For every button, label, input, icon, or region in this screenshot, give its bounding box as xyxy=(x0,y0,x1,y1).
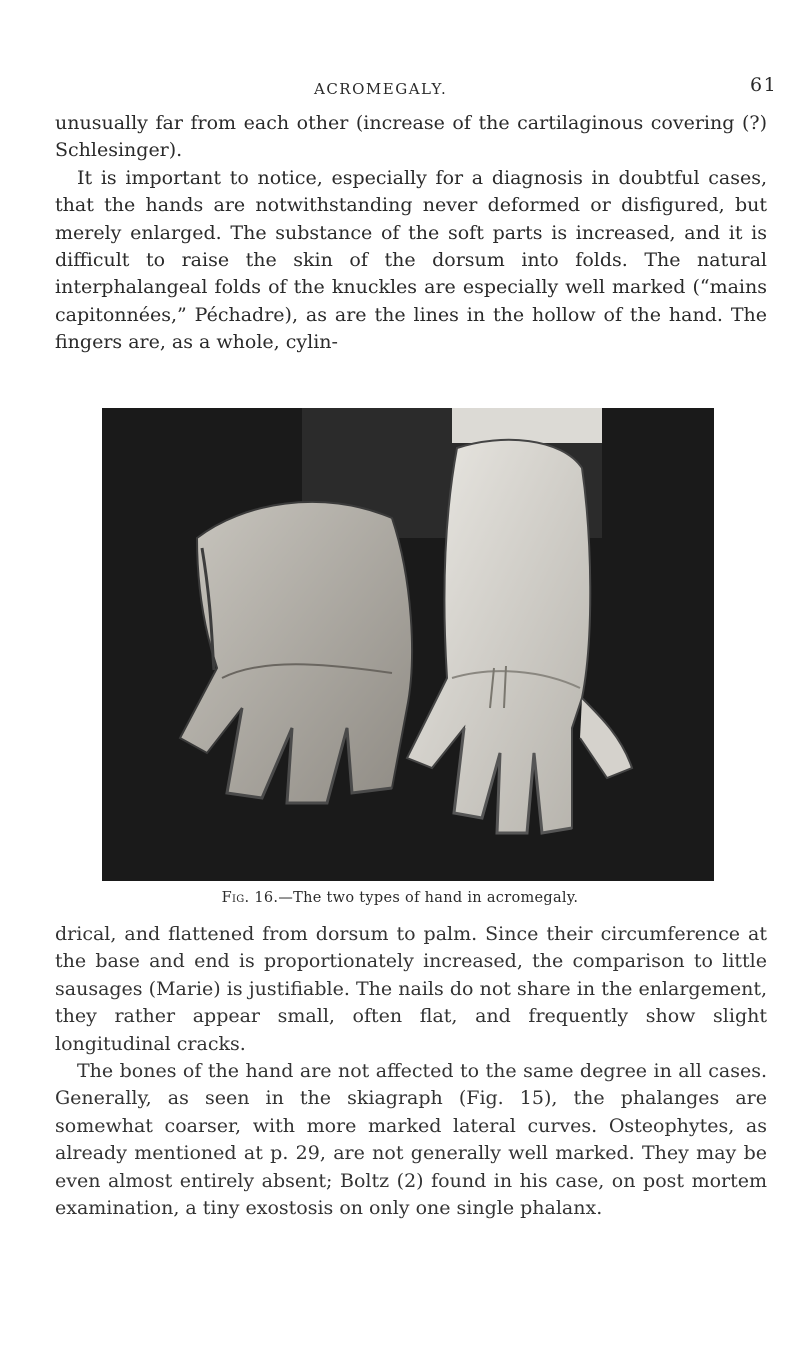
figure-caption xyxy=(0,890,800,906)
figure-label: Fig. 16. xyxy=(221,890,279,906)
page-number: 61 xyxy=(750,74,778,96)
running-title: ACROMEGALY. xyxy=(314,80,448,98)
body-text-bottom xyxy=(55,921,767,1222)
body-text-top xyxy=(55,110,767,357)
paragraph: drical, and flattened from dorsum to palm. Since their circumference at the base and end is proportionately increased, the comparison to little sausages (Marie) is justifiable. The nails do not share in the enlargement, they rather appear small, often flat, and frequently show slight longitudinal cracks. xyxy=(55,923,767,1055)
paragraph: It is important to notice, especially for a diagnosis in doubtful cases, that the hands are notwithstanding never deformed or disfigured, but merely enlarged. The substance of the soft parts is increased, and it is difficult to raise the skin of the dorsum into folds. The natural interphalangeal folds of the knuckles are especially well marked (“mains capitonnées,” Péchadre), as are the lines in the hollow of the hand. The fingers are, as a whole, cylin- xyxy=(55,166,767,354)
paragraph: unusually far from each other (increase of the cartilaginous covering (?) Schlesinger). xyxy=(55,112,767,162)
two-hands-photograph-icon xyxy=(102,408,714,881)
paragraph: The bones of the hand are not affected to the same degree in all cases. Generally, as seen in the skiagraph (Fig. 15), the phalanges are somewhat coarser, with more marked lateral curves. Osteophytes, as already mentioned at p. 29, are not generally well marked. They may be even almost entirely absent; Boltz (2) found in his case, on post mortem examination, a tiny exostosis on only one single phalanx. xyxy=(55,1060,767,1220)
hands-photograph xyxy=(102,408,714,881)
caption-text: —The two types of hand in acromegaly. xyxy=(278,890,579,906)
